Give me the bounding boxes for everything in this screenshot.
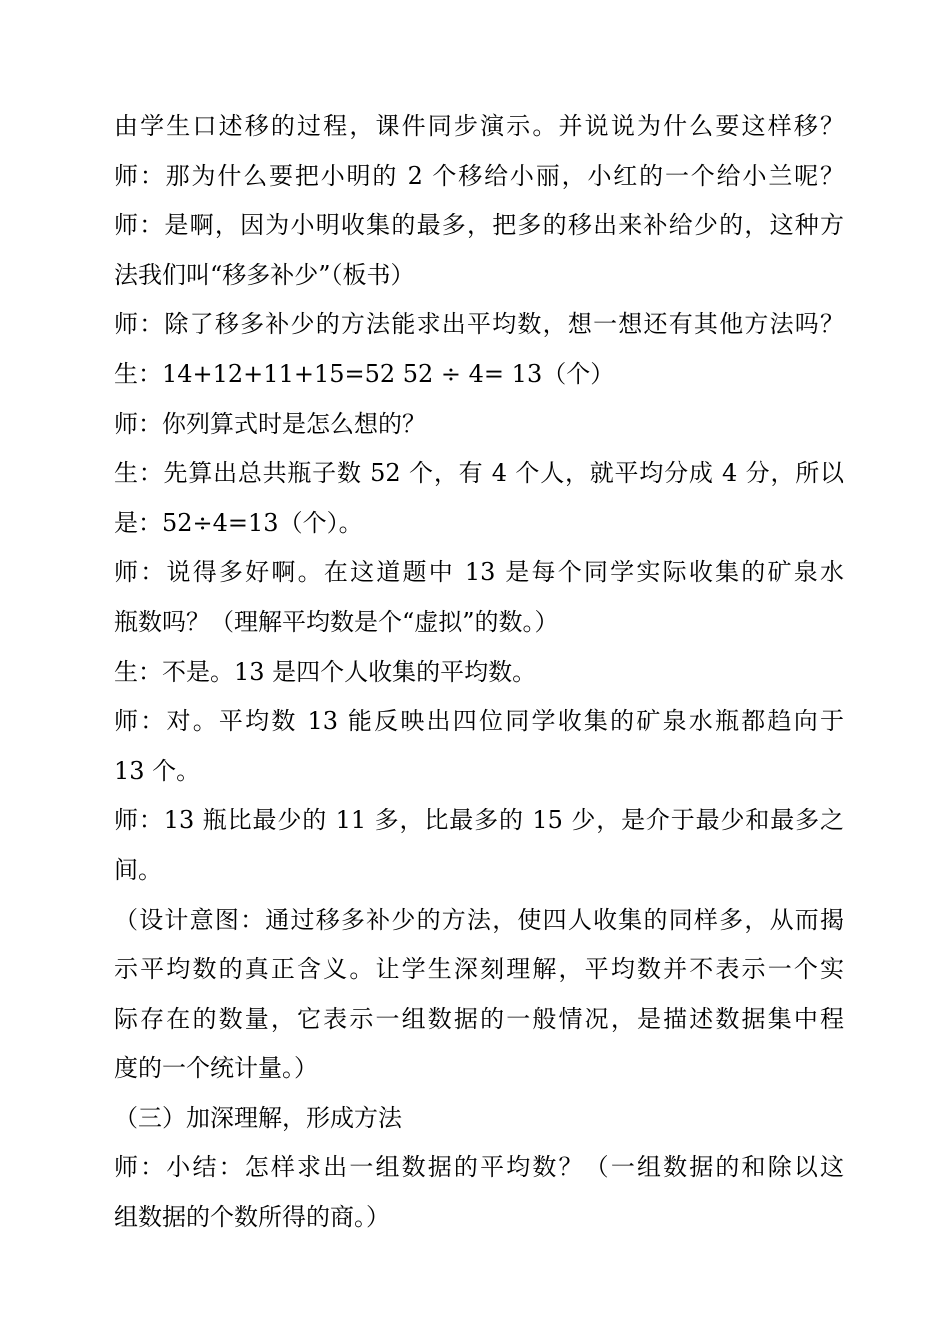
text-line: 师：对。平均数 13 能反映出四位同学收集的矿泉水瓶都趋向于 (114, 707, 844, 736)
text-line: 13 个。 (114, 756, 201, 785)
text-line: 生：14+12+11+15=52 52 ÷ 4= 13（个） (114, 359, 615, 388)
text-line: 由学生口述移的过程，课件同步演示。并说说为什么要这样移？ (114, 112, 844, 140)
text-line: 示平均数的真正含义。让学生深刻理解，平均数并不表示一个实 (114, 955, 844, 984)
text-line: 师：13 瓶比最少的 11 多，比最多的 15 少，是介于最少和最多之 (114, 806, 844, 835)
text-line: 组数据的个数所得的商。） (114, 1203, 390, 1232)
text-line: 师：你列算式时是怎么想的？ (114, 409, 426, 438)
text-line: 是：52÷4=13（个）。 (114, 508, 363, 537)
document-body (114, 102, 844, 1243)
text-line: 度的一个统计量。） (114, 1054, 318, 1083)
text-line: 师：说得多好啊。在这道题中 13 是每个同学实际收集的矿泉水 (114, 558, 844, 587)
text-line: 师：除了移多补少的方法能求出平均数，想一想还有其他方法吗？ (114, 310, 844, 339)
text-line: 师：那为什么要把小明的 2 个移给小丽，小红的一个给小兰呢？ (114, 161, 844, 190)
text-line: 间。 (114, 855, 162, 884)
text-line: 生：不是。13 是四个人收集的平均数。 (114, 657, 537, 686)
text-line: 生：先算出总共瓶子数 52 个，有 4 个人，就平均分成 4 分，所以 (114, 459, 844, 488)
text-line: 师：小结：怎样求出一组数据的平均数？（一组数据的和除以这 (114, 1153, 844, 1182)
text-line: 师：是啊，因为小明收集的最多，把多的移出来补给少的，这种方 (114, 211, 844, 240)
text-line: （设计意图：通过移多补少的方法，使四人收集的同样多，从而揭 (114, 905, 844, 934)
text-line: 际存在的数量，它表示一组数据的一般情况，是描述数据集中程 (114, 1004, 844, 1033)
text-line: （三）加深理解，形成方法 (114, 1103, 402, 1132)
text-line: 法我们叫“移多补少”（板书） (114, 260, 415, 289)
text-line: 瓶数吗？（理解平均数是个“虚拟”的数。） (114, 607, 559, 636)
